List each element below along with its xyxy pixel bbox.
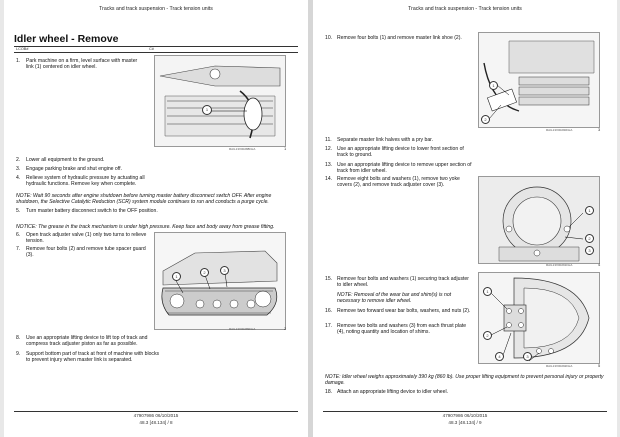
step-text: Remove four bolts (1) and remove master link shoe (2). bbox=[337, 35, 462, 41]
step-text: Remove eight bolts and washers (1), remove two yoke covers (2), and remove track adjuster cover (3). bbox=[337, 176, 460, 189]
figure-number: 4 bbox=[598, 262, 601, 267]
figure-caption: RAIL13X00292FHA bbox=[546, 364, 573, 368]
step-text: Lower all equipment to the ground. bbox=[26, 157, 105, 163]
step-number: 18. bbox=[325, 389, 333, 395]
callout-2: 2 bbox=[483, 331, 492, 340]
figure-number: 1 bbox=[284, 146, 287, 151]
manual-page-left bbox=[4, 0, 308, 437]
callout-3: 3 bbox=[585, 246, 594, 255]
figure-2-illustration bbox=[154, 232, 286, 330]
figure-caption: RAIL13X00288FHA bbox=[229, 147, 256, 151]
step-number: 7. bbox=[16, 246, 21, 252]
footer-page-number: 48.3 [48.134] / 8 bbox=[139, 420, 173, 425]
step-number: 1. bbox=[16, 58, 21, 64]
running-header: Tracks and track suspension - Track tension units bbox=[99, 6, 213, 12]
step-text: Remove four bolts (2) and remove tube spacer guard (3). bbox=[26, 246, 146, 259]
note-scr-purge: NOTE: Wait 90 seconds after engine shutdown before turning master battery disconnect switch OFF. After engine shutdown, the Selective Catalytic Reduction (SCR) system module continues to run and conducts a purge cycle. bbox=[16, 193, 272, 206]
note-wear-bar: NOTE: Removal of the wear bar and shim(s) is not necessary to remove idler wheel. bbox=[337, 292, 452, 305]
step-text: Use an appropriate lifting device to lower front section of track to ground. bbox=[337, 146, 464, 159]
step-text: Attach an appropriate lifting device to idler wheel. bbox=[337, 389, 448, 395]
figure-5-illustration bbox=[478, 272, 600, 364]
figure-number: 3 bbox=[598, 127, 601, 132]
step-number: 15. bbox=[325, 276, 333, 282]
step-text: Use an appropriate lifting device to lift top of track and compress track adjuster piston as far as possible. bbox=[26, 335, 148, 348]
step-number: 4. bbox=[16, 175, 21, 181]
manual-page-right bbox=[313, 0, 617, 437]
figure-caption: RAIL13X00290FHA bbox=[546, 128, 573, 132]
step-text: Park machine on a firm, level surface with master link (1) centered on idler wheel. bbox=[26, 58, 138, 71]
step-text: Remove two forward wear bar bolts, washers, and nuts (2). bbox=[337, 308, 471, 314]
footer-rule bbox=[14, 411, 298, 412]
figure-caption: RAIL13X00291FHA bbox=[546, 263, 573, 267]
callout-1: 1 bbox=[585, 206, 594, 215]
figure-number: 2 bbox=[284, 326, 287, 331]
step-number: 16. bbox=[325, 308, 333, 314]
footer-page-number: 48.3 [48.134] / 9 bbox=[448, 420, 482, 425]
step-text: Engage parking brake and shut engine off. bbox=[26, 166, 122, 172]
callout-2: 2 bbox=[585, 234, 594, 243]
figure-caption: RAIL13X00289FHA bbox=[229, 327, 256, 331]
step-text: Separate master link halves with a pry bar. bbox=[337, 137, 433, 143]
running-header: Tracks and track suspension - Track tension units bbox=[408, 6, 522, 12]
step-number: 6. bbox=[16, 232, 21, 238]
note-idler-weight: NOTE: Idler wheel weighs approximately 390 kg (860 lb). Use proper lifting equipment to prevent personal injury or property damage. bbox=[325, 374, 604, 387]
step-number: 2. bbox=[16, 157, 21, 163]
callout-3: 3 bbox=[523, 352, 532, 361]
step-number: 17. bbox=[325, 323, 333, 329]
step-number: 10. bbox=[325, 35, 333, 41]
step-text: Use an appropriate lifting device to remove upper section of track from idler wheel. bbox=[337, 162, 472, 175]
figure-3-illustration bbox=[478, 32, 600, 128]
meta-rule bbox=[14, 52, 298, 53]
figure-number: 5 bbox=[598, 363, 601, 368]
callout-1: 1 bbox=[172, 272, 181, 281]
step-text: Relieve system of hydraulic pressure by actuating all hydraulic functions. Remove key when complete. bbox=[26, 175, 145, 188]
callout-2: 2 bbox=[200, 268, 209, 277]
step-number: 8. bbox=[16, 335, 21, 341]
callout-1: 1 bbox=[483, 287, 492, 296]
step-number: 9. bbox=[16, 351, 21, 357]
step-number: 12. bbox=[325, 146, 333, 152]
meta-c: C# bbox=[149, 47, 154, 51]
meta-lcob: LCOB# bbox=[16, 47, 29, 51]
footer-doc-number: 47907986 06/10/2015 bbox=[442, 413, 488, 418]
step-number: 11. bbox=[325, 137, 332, 143]
step-number: 3. bbox=[16, 166, 21, 172]
notice-grease-pressure: NOTICE: The grease in the track mechanism is under high pressure. Keep face and body away from grease fitting. bbox=[16, 224, 275, 230]
step-number: 14. bbox=[325, 176, 333, 182]
title-rule bbox=[14, 46, 298, 47]
callout-2: 2 bbox=[481, 115, 490, 124]
figure-1-illustration bbox=[154, 55, 286, 147]
step-text: Open track adjuster valve (1) only two turns to relieve tension. bbox=[26, 232, 147, 245]
step-text: Remove four bolts and washers (1) securing track adjuster to idler wheel. bbox=[337, 276, 469, 289]
step-number: 5. bbox=[16, 208, 21, 214]
step-text: Support bottom part of track at front of machine with blocks to prevent injury when master link is separated. bbox=[26, 351, 160, 364]
callout-4: 4 bbox=[495, 352, 504, 361]
step-number: 13. bbox=[325, 162, 333, 168]
callout-3: 3 bbox=[220, 266, 229, 275]
footer-doc-number: 47907986 06/10/2015 bbox=[133, 413, 179, 418]
callout-1: 1 bbox=[489, 81, 498, 90]
callout-1: 1 bbox=[202, 105, 212, 115]
footer-rule bbox=[323, 411, 607, 412]
step-text: Turn master battery disconnect switch to the OFF position. bbox=[26, 208, 158, 214]
figure-4-illustration bbox=[478, 176, 600, 264]
step-text: Remove two bolts and washers (3) from each thrust plate (4), noting quantity and location of shims. bbox=[337, 323, 467, 336]
section-title: Idler wheel - Remove bbox=[14, 33, 119, 45]
